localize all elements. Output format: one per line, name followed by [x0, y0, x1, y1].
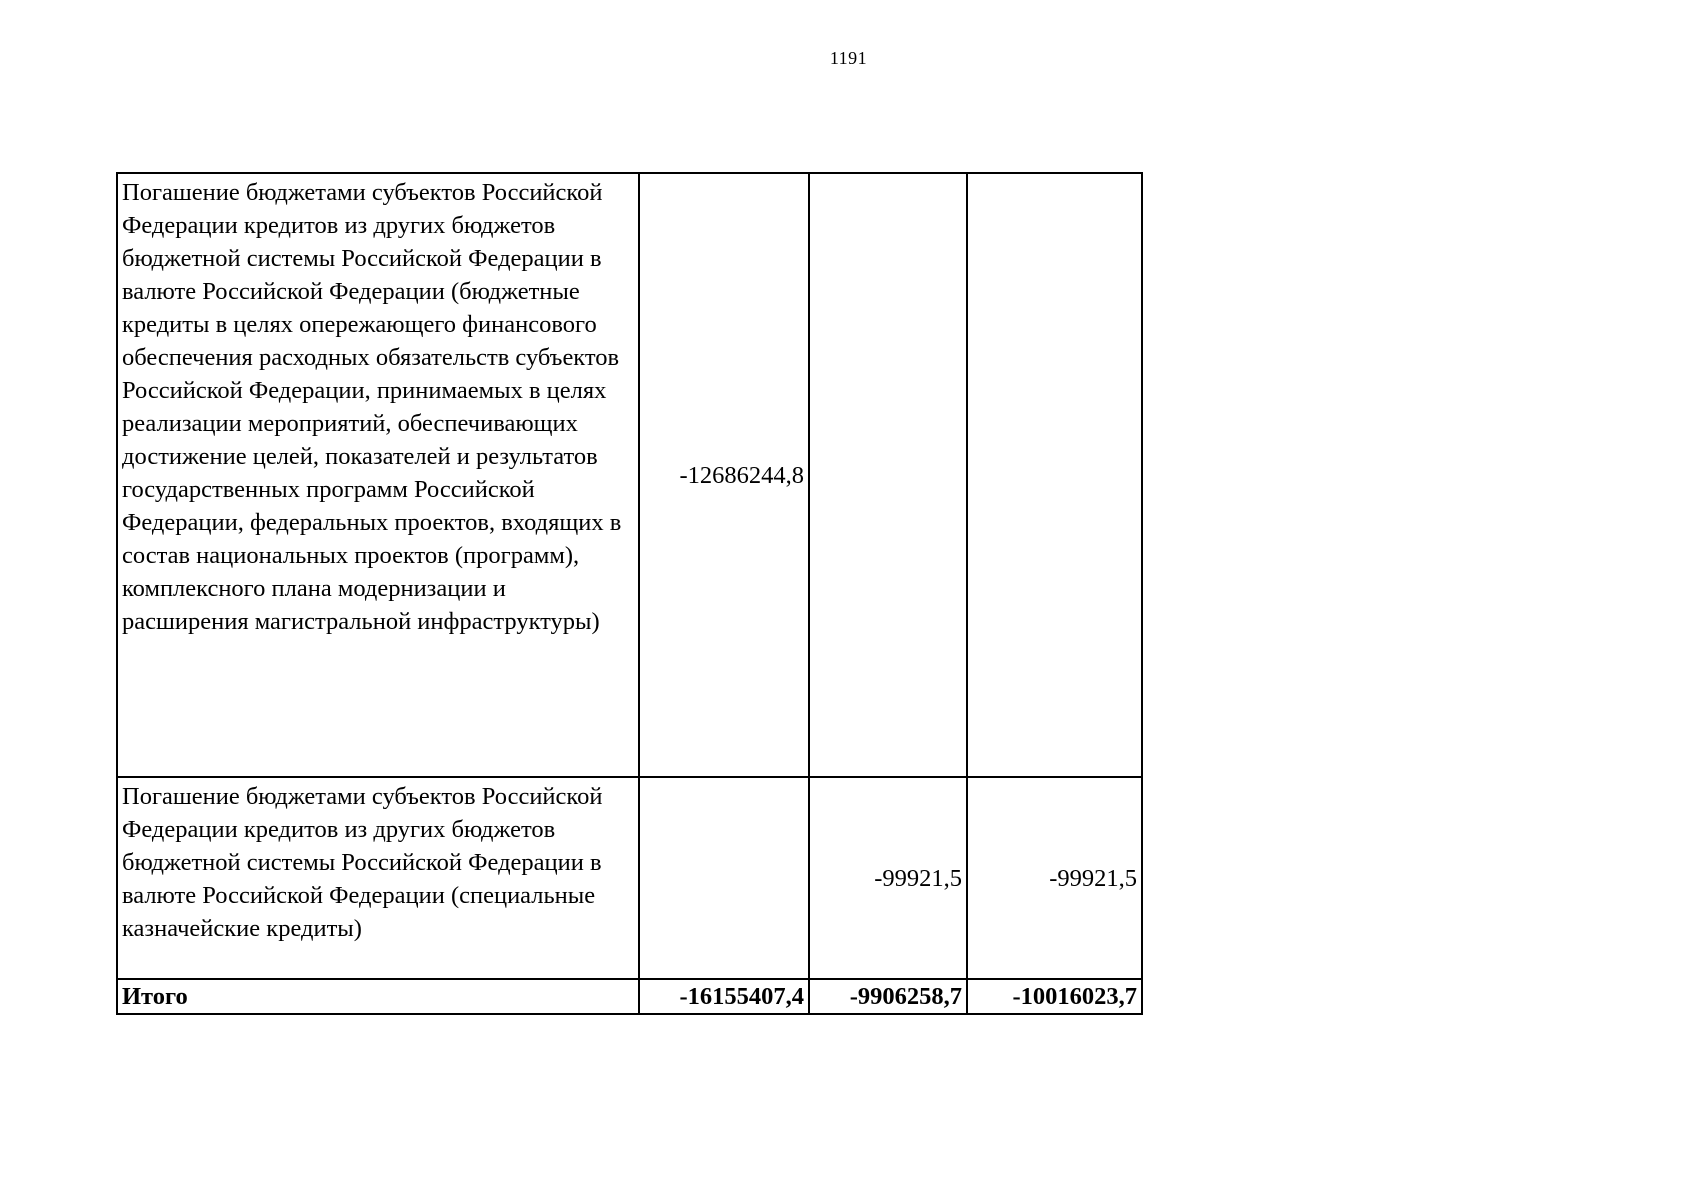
- row-description: Погашение бюджетами субъектов Российской Федерации кредитов из других бюджетов бюджетной системы Российской Федерации в валюте Российской Федерации (специальные казначейские кредиты): [117, 777, 639, 979]
- table-row: [117, 173, 1142, 777]
- row-value-col2: [809, 173, 967, 777]
- total-row: [117, 979, 1142, 1014]
- row-value-col3: [967, 173, 1142, 777]
- row-value-col3: -99921,5: [967, 777, 1142, 979]
- row-value-col2: -99921,5: [809, 777, 967, 979]
- budget-table: [116, 172, 1143, 1015]
- row-value-col1: [639, 777, 809, 979]
- total-value-col1: -16155407,4: [639, 979, 809, 1014]
- row-description: Погашение бюджетами субъектов Российской Федерации кредитов из других бюджетов бюджетной системы Российской Федерации в валюте Российской Федерации (бюджетные кредиты в целях опережающего финансового обеспечения расходных обязательств субъектов Российской Федерации, принимаемых в целях реализации мероприятий, обеспечивающих достижение целей, показателей и результатов государственных программ Российской Федерации, федеральных проектов, входящих в состав национальных проектов (программ), комплексного плана модернизации и расширения магистральной инфраструктуры): [117, 173, 639, 777]
- page-number: 1191: [829, 48, 868, 68]
- total-label: Итого: [117, 979, 639, 1014]
- table-row: [117, 777, 1142, 979]
- total-value-col2: -9906258,7: [809, 979, 967, 1014]
- row-value-col1: -12686244,8: [639, 173, 809, 777]
- total-value-col3: -10016023,7: [967, 979, 1142, 1014]
